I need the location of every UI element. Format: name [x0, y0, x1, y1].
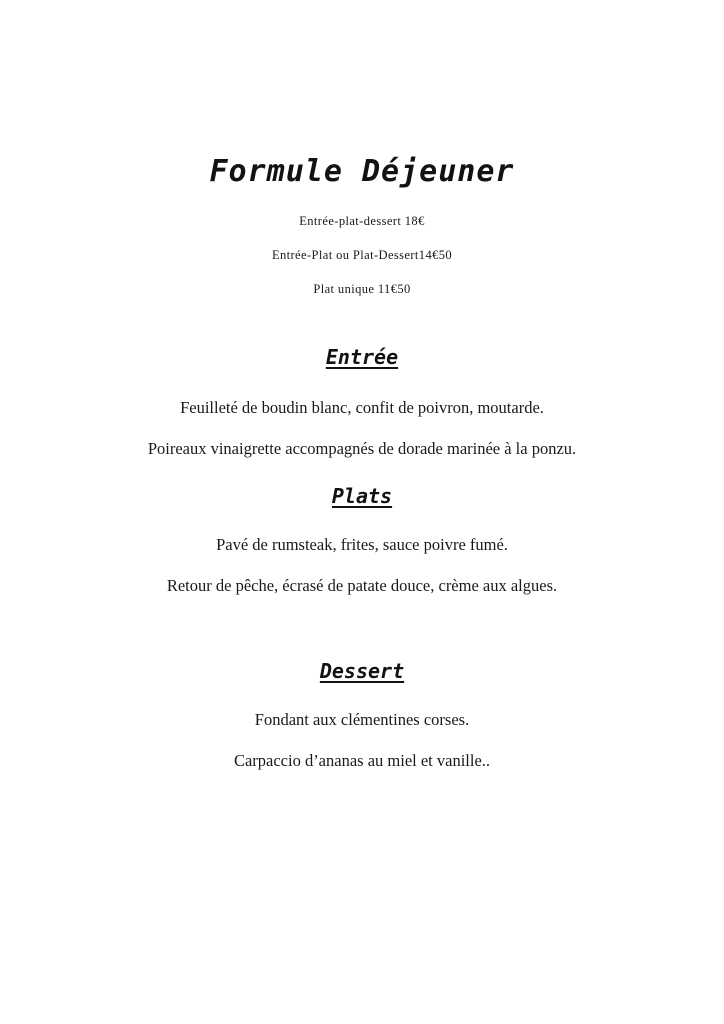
menu-item: Poireaux vinaigrette accompagnés de dorade marinée à la ponzu. — [147, 439, 577, 459]
menu-item: Retour de pêche, écrasé de patate douce, crème aux algues. — [166, 576, 558, 596]
price-line: Entrée-Plat ou Plat-Dessert14€50 — [271, 248, 453, 262]
section-heading-plats: Plats — [331, 483, 393, 508]
price-line: Entrée-plat-dessert 18€ — [299, 214, 425, 228]
page-title: Formule Déjeuner — [209, 154, 515, 189]
section-plats — [60, 484, 664, 597]
section-entree — [60, 345, 664, 460]
menu-item: Fondant aux clémentines corses. — [254, 709, 470, 729]
section-heading-dessert: Dessert — [319, 658, 405, 683]
section-heading-entree: Entrée — [325, 345, 399, 369]
section-dessert — [60, 659, 664, 772]
menu-item: Feuilleté de boudin blanc, confit de poivron, moutarde. — [180, 398, 544, 417]
menu-item: Pavé de rumsteak, frites, sauce poivre fumé. — [216, 534, 508, 554]
menu-item: Carpaccio d’ananas au miel et vanille.. — [233, 751, 491, 771]
price-list — [60, 214, 664, 297]
price-line: Plat unique 11€50 — [313, 282, 411, 296]
